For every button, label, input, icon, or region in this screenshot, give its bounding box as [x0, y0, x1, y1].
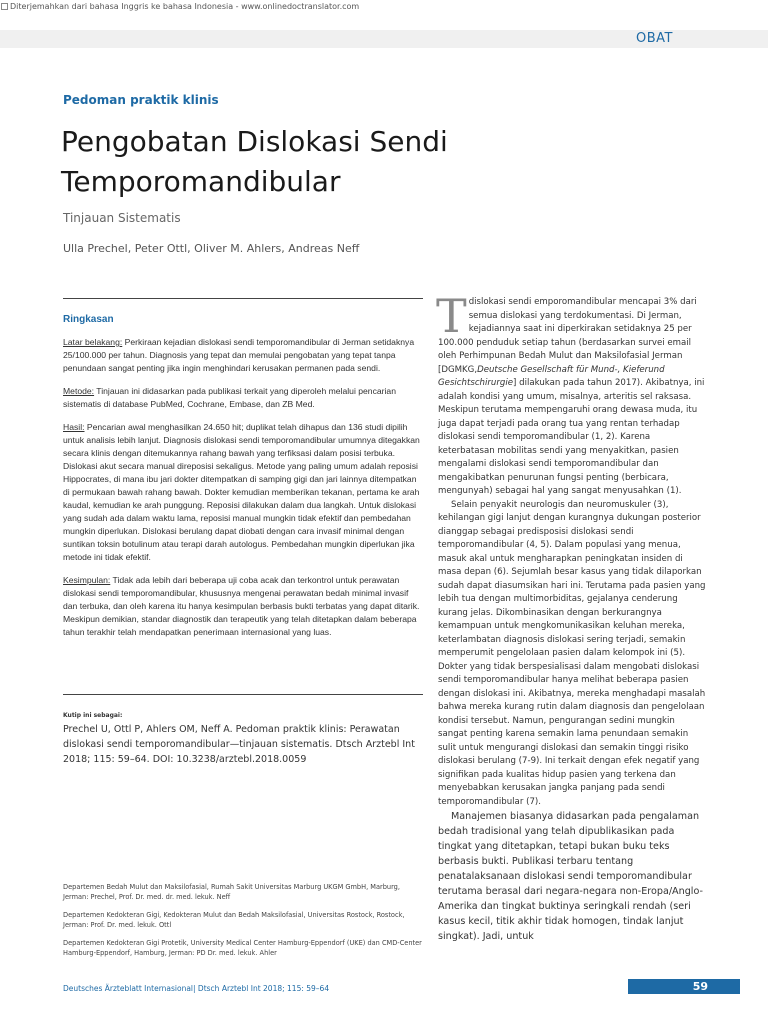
- abstract-top-rule: [63, 298, 423, 299]
- translation-banner: [0, 0, 359, 12]
- body-text-column: [436, 289, 706, 944]
- affiliation-item: Departemen Bedah Mulut dan Maksilofasial, Rumah Sakit Universitas Marburg UKGM GmbH, Marburg, Jerman: Prechel, Prof. Dr. med. dr. med. lekuk. Neff: [63, 883, 400, 901]
- method-label: Metode:: [63, 386, 95, 396]
- affiliation-item: Departemen Kedokteran Gigi Protetik, University Medical Center Hamburg-Eppendorf (UKE) dan CMD-Center Hamburg-Eppendorf, Hamburg, Jerman: PD Dr. med. lekuk. Ahler: [63, 939, 422, 957]
- body-paragraph: Manajemen biasanya didasarkan pada pengalaman bedah tradisional yang telah dipublikasikan pada tingkat yang ditetapkan, tetapi bukan buku teks berbasis bukti. Publikasi terbaru tentang penatalaksanaan dislokasi sendi temporomandibular terutama berasal dari negara-negara non-Eropa/Anglo-Amerika dan tingkat buktinya seringkali rendah (seri kasus kecil, titik akhir tidak homogen, tindak lanjut singkat). Jadi, untuk: [438, 811, 703, 942]
- body-paragraph: Selain penyakit neurologis dan neuromuskuler (3), kehilangan gigi lanjut dengan kurangnya dukungan posterior dianggap sebagai predisposisi dislokasi sendi temporomandibular (4, 5). Dalam populasi yang menua, masuk akal untuk mengharapkan peningkatan insiden di masa depan (6). Sejumlah besar kasus yang tidak dilaporkan sudah dapat diasumsikan hari ini. Terutama pada pasien yang lebih tua dengan multimorbiditas, gejalanya cenderung kurang jelas. Dikombinasikan dengan berkurangnya kemampuan untuk mengkomunikasikan keluhan mereka, keterlambatan diagnosis dislokasi sering terjadi, semakin memperumit pengelolaan pasien dalam kelompok ini (5). Dokter yang tidak berspesialisasi dalam mengobati dislokasi sendi temporomandibular hanya melihat beberapa pasien dengan dislokasi ini. Akibatnya, mereka menghadapi masalah bahwa mereka kurang rutin dalam diagnosis dan pengelolaan kondisi tersebut. Namun, pengurangan sedini mungkin sangat penting karena semakin lama penundaan semakin sulit untuk mengurangi dislokasi dan semakin tinggi risiko dislokasi berulang (7-9). Ini terkait dengan efek negatif yang signifikan pada kualitas hidup pasien yang terkena dan menyebabkan kerusakan jangka panjang pada sendi temporomandibular (7).: [438, 499, 706, 807]
- drop-cap: T: [436, 289, 467, 343]
- affiliation-item: Departemen Kedokteran Gigi, Kedokteran Mulut dan Bedah Maksilofasial, Universitas Rostock, Rostock, Jerman: Prof. Dr. med. lekuk. Ottl: [63, 911, 405, 929]
- article-subtitle: Tinjauan Sistematis: [63, 211, 181, 225]
- results-label: Hasil:: [63, 422, 85, 432]
- affiliations: [63, 882, 423, 966]
- conclusion-text: Tidak ada lebih dari beberapa uji coba acak dan terkontrol untuk perawatan dislokasi sendi temporomandibular, khususnya mengenai perawatan bedah minimal invasif dan terbuka, dan oleh karena itu hanya kesimpulan berbasis bukti terbatas yang dapat ditarik. Meskipun demikian, standar diagnostik dan terapeutik yang telah ditetapkan dalam beberapa tahun terakhir telah mendapatkan penerimaan internasional yang luas.: [63, 575, 420, 637]
- journal-footer: Deutsches Ärzteblatt Internasional| Dtsch Arztebl Int 2018; 115: 59–64: [63, 984, 330, 993]
- section-header-bar: [0, 30, 768, 48]
- body-p1-italic: Deutsche Gesellschaft für Mund-, Kieferund Gesichtschirurgie: [438, 364, 665, 388]
- background-label: Latar belakang:: [63, 337, 123, 347]
- author-list: Ulla Prechel, Peter Ottl, Oliver M. Ahlers, Andreas Neff: [63, 242, 360, 255]
- background-text: Perkiraan kejadian dislokasi sendi temporomandibular di Jerman setidaknya 25/100.000 per tahun. Diagnosis yang tepat dan memulai pengobatan yang tepat tanpa penundaan sangat penting jika ingin menghindari kerusakan permanen pada sendi.: [63, 337, 415, 373]
- citation-label: Kutip ini sebagai:: [63, 712, 123, 719]
- abstract-method: [63, 385, 423, 411]
- citation-block: [63, 712, 423, 767]
- page-number: 59: [628, 979, 740, 994]
- section-label: OBAT: [636, 31, 673, 46]
- document-icon: [1, 3, 8, 10]
- body-p1-start: dislokasi sendi emporomandibular mencapai 3% dari semua dislokasi yang terdokumentasi. Di Jerman, kejadiannya saat ini diperkirakan setidaknya 25 per 100.000 penduduk setiap tahun (berdasarkan survei email oleh Perhimpunan Bedah Mulut dan Maksilofasial Jerman [DGMKG,: [438, 297, 697, 375]
- abstract-conclusion: [63, 574, 423, 639]
- abstract-bottom-rule: [63, 694, 423, 695]
- abstract: [63, 313, 423, 649]
- results-text: Pencarian awal menghasilkan 24.650 hit; duplikat telah dihapus dan 136 studi dipilih untuk analisis lebih lanjut. Diagnosis dislokasi sendi temporomandibular umumnya ditegakkan secara klinis dengan ditemukannya rahang bawah yang terfiksasi dalam posisi terbuka. Dislokasi akut secara manual direposisi sekaligus. Metode yang paling umum adalah reposisi Hippocrates, di mana ibu jari dokter ditempatkan di samping gigi dan jari lainnya ditempatkan di permukaan bawah rahang bawah. Dokter kemudian memberikan tekanan, pertama ke arah kaudal, kemudian ke arah punggung. Reposisi dilakukan dalam dua langkah. Untuk dislokasi yang sudah ada dalam waktu lama, reposisi manual mungkin tidak efektif dan pembedahan mungkin diperlukan. Dislokasi berulang dapat diobati dengan cara invasif minimal dengan suntikan toksin botulinum atau terapi darah autologus. Pembedahan mungkin diperlukan jika metode ini tidak efektif.: [63, 422, 420, 562]
- abstract-heading: Ringkasan: [63, 314, 114, 325]
- conclusion-label: Kesimpulan:: [63, 575, 111, 585]
- abstract-background: [63, 336, 423, 375]
- citation-text: Prechel U, Ottl P, Ahlers OM, Neff A. Pedoman praktik klinis: Perawatan dislokasi sendi temporomandibular—tinjauan sistematis. Dtsch Arztebl Int 2018; 115: 59–64. DOI: 10.3238/arztebl.2018.0059: [63, 724, 415, 765]
- article-type: Pedoman praktik klinis: [63, 93, 219, 107]
- article-title: Pengobatan Dislokasi Sendi Temporomandibular: [61, 125, 448, 198]
- abstract-results: [63, 421, 423, 564]
- body-paragraph: [436, 289, 706, 499]
- banner-text: Diterjemahkan dari bahasa Inggris ke bahasa Indonesia - www.onlinedoctranslator.com: [10, 1, 360, 11]
- method-text: Tinjauan ini didasarkan pada publikasi terkait yang diperoleh melalui pencarian sistematis di database PubMed, Cochrane, Embase, dan ZB Med.: [63, 386, 396, 409]
- body-p1-end: ] dilakukan pada tahun 2017). Akibatnya, ini adalah kondisi yang umum, misalnya, arteritis sel raksasa. Meskipun terutama mempengaruhi orang dewasa muda, itu juga dapat terjadi pada orang tua yang rentan terhadap dislokasi sendi temporomandibular (1, 2). Karena keterbatasan mobilitas sendi yang menyakitkan, pasien mengalami dislokasi sendi temporomandibular dan mengakibatkan penurunan fungsi penting (berbicara, mengunyah) sebagai hal yang sangat menyusahkan (1).: [438, 378, 705, 496]
